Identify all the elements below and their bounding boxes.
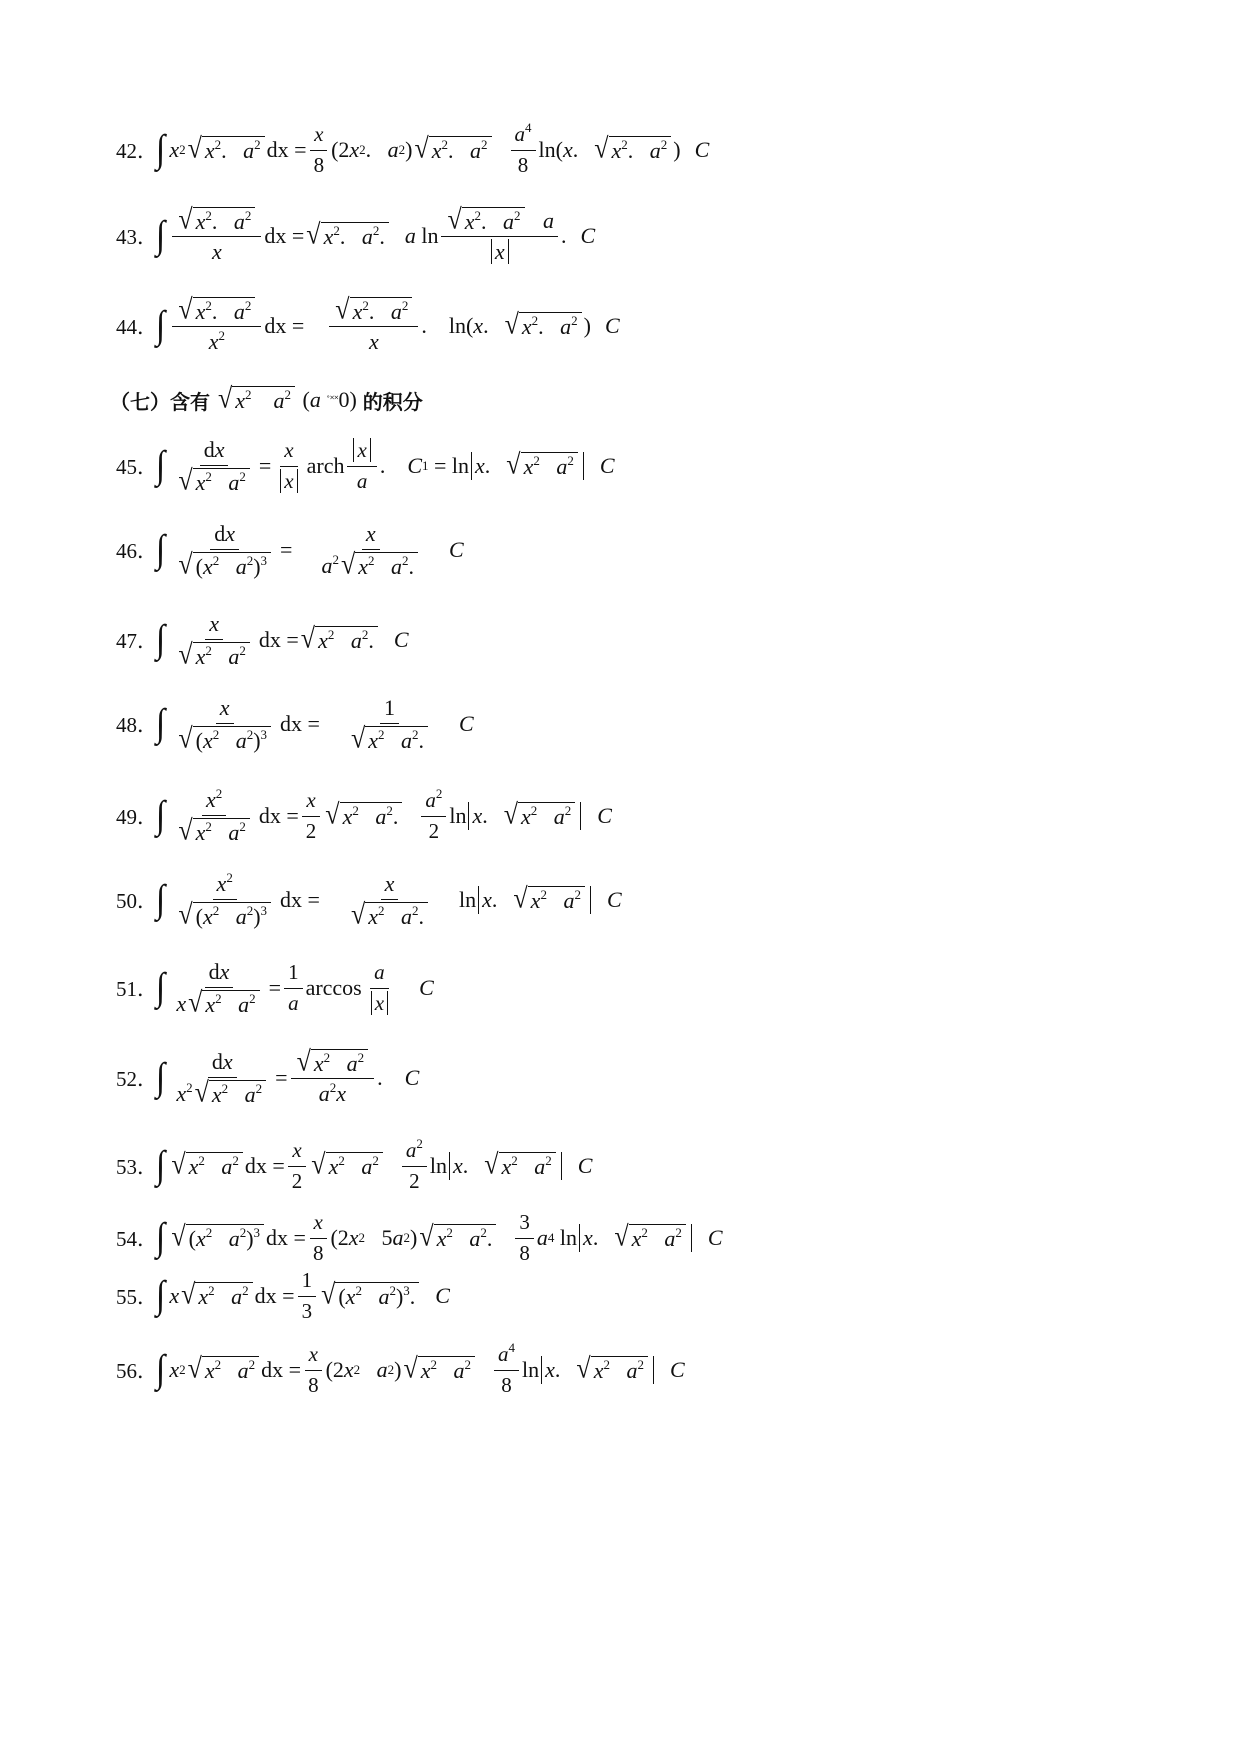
formula-number: 47．	[116, 629, 158, 653]
formula-56	[116, 1330, 685, 1410]
formula-number: 48．	[116, 713, 158, 737]
formula-expression: ∫ √ $x^2$ $a^2$ dx = $\frac{x}{2}$ √ $x^2$ $a^2$ $\frac{a^2}{2}$ ln x. √ $x^2$ $a^2$ C	[156, 1136, 593, 1193]
formula-expression: ∫ dx x √ $x^2$ $a^2$ = $\frac{1}{a}$ arccos $\frac{a}{x}$ C	[156, 958, 434, 1019]
formula-expression: ∫ $x^2$ √ ($x^2$ $a^2)^3$ dx = x √ $x^2$ $a^2$. ln x. √ $x^2$ $a^2$ C	[156, 869, 622, 931]
formula-53	[116, 1126, 592, 1206]
formula-49	[116, 776, 612, 856]
formula-number: 44．	[116, 315, 158, 339]
formula-expression: ∫ dx $x^2$ √ $x^2$ $a^2$ = √ $x^2$ $a^2$ $a^2x$ . C	[156, 1045, 420, 1109]
formula-expression: ∫ x 2 √ $x^2$ $a^2$ dx = $\frac{x}{8}$ (2 x 2 a 2 ) √ $x^2$ $a^2$ $\frac{a^4}{8}$ ln x. √ $x^2$ $a^2$ C	[156, 1340, 685, 1397]
formula-48	[116, 684, 474, 764]
formula-expression: ∫ x 2 √ $x^2$. $a^2$ dx = $\frac{x}{8}$ (2 x 2 . a 2 ) √ $x^2$. $a^2$ $\frac{a^4}{8}$ ln( x . √ $x^2$. $a^2$ ) C	[156, 120, 710, 177]
formula-42	[116, 110, 709, 190]
section-heading-prefix: （七）含有	[110, 389, 210, 414]
formula-expression: ∫ √ $x^2$. $a^2$ x dx = √ $x^2$. $a^2$. a ln √ $x^2$. $a^2$ a x . C	[156, 203, 596, 264]
formula-number: 56．	[116, 1359, 158, 1383]
formula-number: 43．	[116, 225, 158, 249]
formula-expression: ∫ dx √ $x^2$ $a^2$ = $\frac{x}{x}$ arch $\frac{x}{a}$ . C 1 = ln x. √ $x^2$ $a^2$ C	[156, 436, 615, 497]
formula-expression: ∫ dx √ ($x^2$ $a^2)^3$ = x $a^2$ √ $x^2$ $a^2$. C	[156, 520, 464, 581]
formula-number: 55．	[116, 1285, 158, 1309]
formula-number: 54．	[116, 1227, 158, 1251]
formula-expression: ∫ x √ ($x^2$ $a^2)^3$ dx = 1 √ $x^2$ $a^2$. C	[156, 694, 474, 755]
formula-52	[116, 1038, 419, 1118]
formula-number: 46．	[116, 539, 158, 563]
formula-51	[116, 948, 434, 1028]
formula-number: 45．	[116, 455, 158, 479]
formula-number: 52．	[116, 1067, 158, 1091]
section-heading-math: √ $x^2$ $a^2$ ( a ˚˟˟ 0)	[218, 382, 357, 415]
formula-number: 49．	[116, 805, 158, 829]
formula-47	[116, 600, 409, 680]
formula-expression: ∫ x √ $x^2$ $a^2$ dx = $\frac{1}{3}$ √ ($x^2$ $a^2)^3$. C	[156, 1268, 450, 1323]
formula-44	[116, 286, 620, 366]
section-heading-suffix: 的积分	[362, 389, 423, 414]
formula-46	[116, 510, 464, 590]
formula-expression: ∫ $x^2$ √ $x^2$ $a^2$ dx = $\frac{x}{2}$ √ $x^2$ $a^2$. $\frac{a^2}{2}$ ln x. √ $x^2$ $a^2$ C	[156, 785, 612, 847]
formula-number: 51．	[116, 977, 158, 1001]
formula-number: 53．	[116, 1155, 158, 1179]
formula-expression: ∫ √ $x^2$. $a^2$ $x^2$ dx = √ $x^2$. $a^2$ x . ln( x . √ $x^2$. $a^2$ ) C	[156, 293, 620, 354]
formula-number: 50．	[116, 889, 158, 913]
formula-45	[116, 426, 615, 506]
formula-50	[116, 860, 622, 940]
formula-expression: ∫ x √ $x^2$ $a^2$ dx = √ $x^2$ $a^2$. C	[156, 610, 409, 671]
section-heading	[110, 378, 423, 422]
formula-expression: ∫ √ ($x^2$ $a^2)^3$ dx = $\frac{x}{8}$ (2 x 2 5 a 2 ) √ $x^2$ $a^2$. $\frac{3}{8}$ a 4 ln x. √ $x^2$ $a^2$ C	[156, 1210, 723, 1265]
formula-number: 42．	[116, 139, 158, 163]
formula-43	[116, 196, 595, 276]
formula-55	[116, 1256, 450, 1336]
